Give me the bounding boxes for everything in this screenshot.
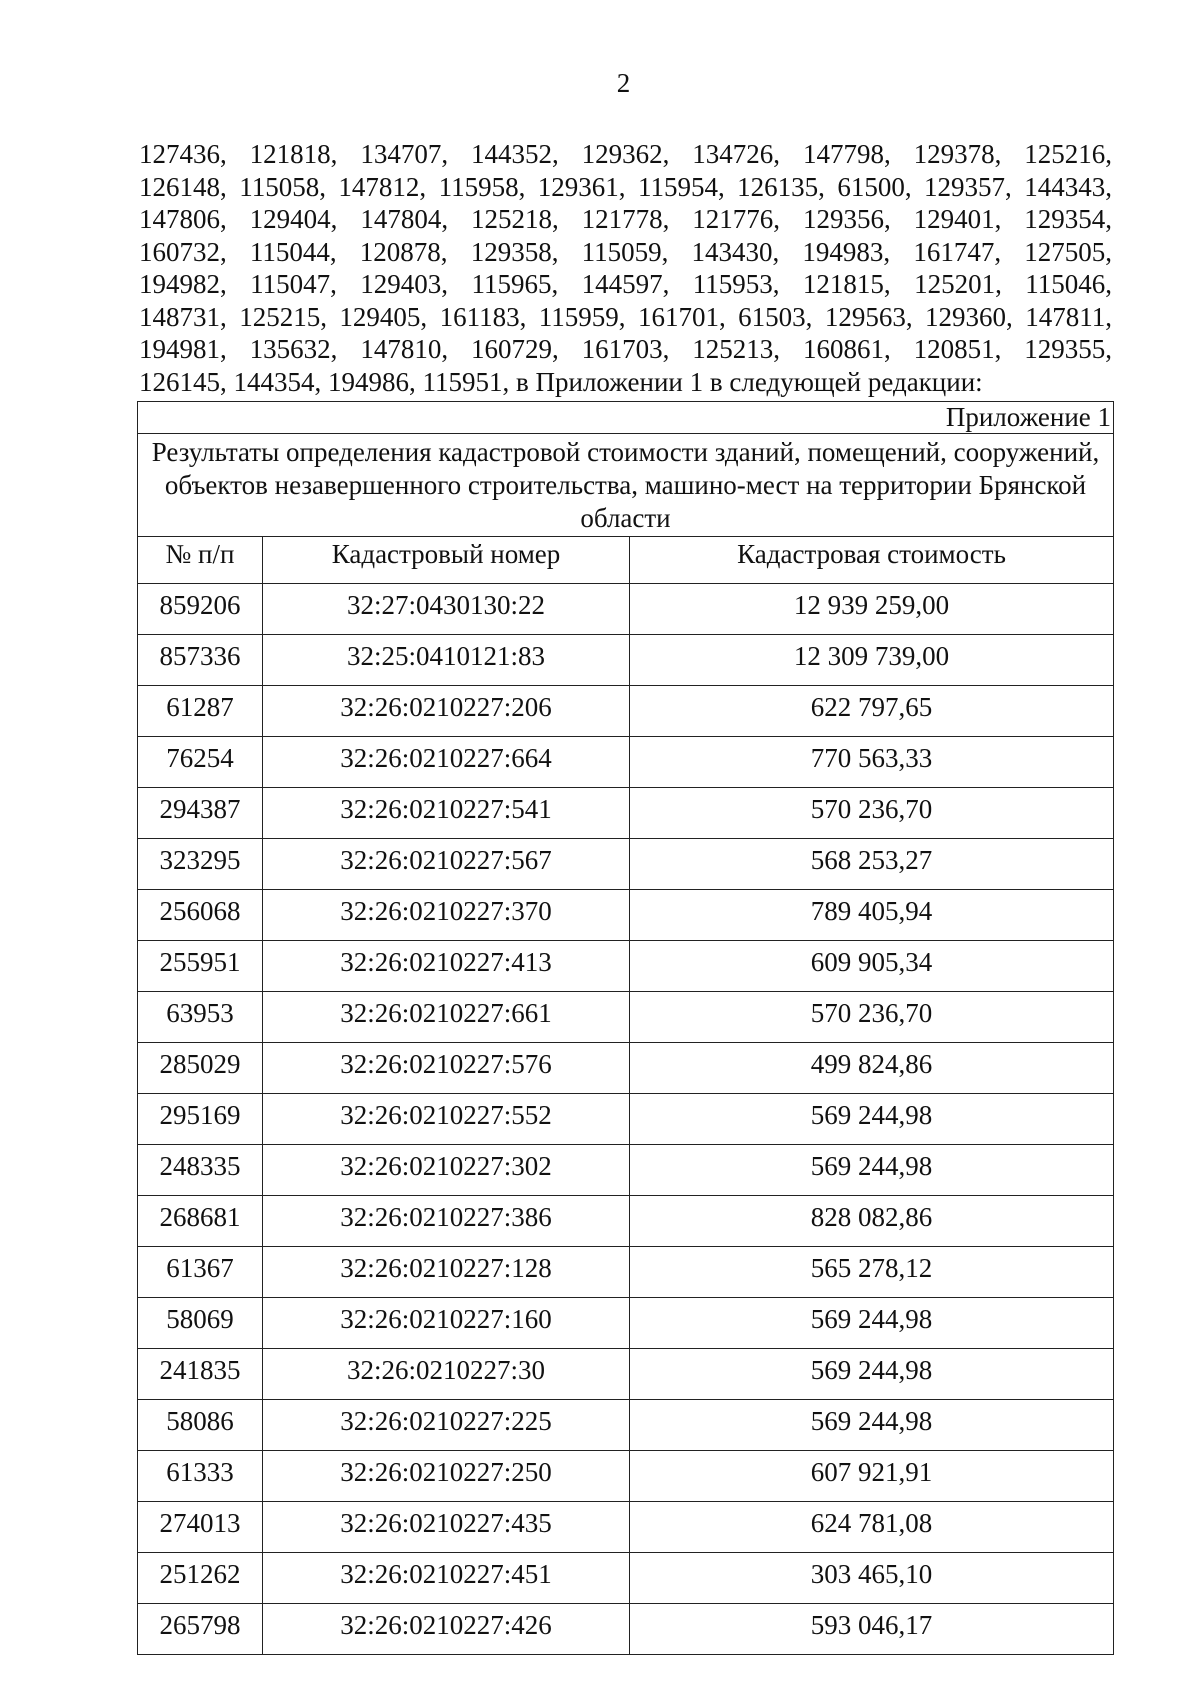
cell-cadastral-number: 32:26:0210227:250 <box>263 1451 630 1502</box>
cell-cadastral-number: 32:26:0210227:552 <box>263 1094 630 1145</box>
table-row <box>138 686 1114 737</box>
cell-row-number: 295169 <box>138 1094 263 1145</box>
cell-cadastral-number: 32:26:0210227:435 <box>263 1502 630 1553</box>
table-row <box>138 890 1114 941</box>
cell-cadastral-value: 569 244,98 <box>630 1400 1114 1451</box>
cell-cadastral-value: 624 781,08 <box>630 1502 1114 1553</box>
cell-row-number: 248335 <box>138 1145 263 1196</box>
cell-cadastral-value: 12 309 739,00 <box>630 635 1114 686</box>
table-row <box>138 737 1114 788</box>
appendix-label: Приложение 1 <box>138 402 1114 434</box>
cell-cadastral-number: 32:26:0210227:206 <box>263 686 630 737</box>
cell-cadastral-value: 569 244,98 <box>630 1349 1114 1400</box>
cell-row-number: 857336 <box>138 635 263 686</box>
cell-cadastral-number: 32:26:0210227:225 <box>263 1400 630 1451</box>
intro-line: 147806, 129404, 147804, 125218, 121778, 121776, 129356, 129401, 129354, <box>139 204 1112 234</box>
cell-row-number: 63953 <box>138 992 263 1043</box>
appendix-title: Результаты определения кадастровой стоимости зданий, помещений, сооружений, объектов незавершенного строительства, машино-мест на территории Брянской области <box>138 434 1114 537</box>
cell-cadastral-number: 32:26:0210227:128 <box>263 1247 630 1298</box>
cell-cadastral-value: 569 244,98 <box>630 1145 1114 1196</box>
cell-row-number: 61333 <box>138 1451 263 1502</box>
cell-row-number: 76254 <box>138 737 263 788</box>
cell-row-number: 58069 <box>138 1298 263 1349</box>
cell-cadastral-number: 32:26:0210227:567 <box>263 839 630 890</box>
table-row <box>138 788 1114 839</box>
cell-cadastral-number: 32:25:0410121:83 <box>263 635 630 686</box>
cell-row-number: 61287 <box>138 686 263 737</box>
intro-line: 126148, 115058, 147812, 115958, 129361, 115954, 126135, 61500, 129357, 144343, <box>139 171 1112 202</box>
cell-cadastral-number: 32:27:0430130:22 <box>263 584 630 635</box>
cell-cadastral-number: 32:26:0210227:541 <box>263 788 630 839</box>
cell-cadastral-number: 32:26:0210227:386 <box>263 1196 630 1247</box>
cell-cadastral-value: 12 939 259,00 <box>630 584 1114 635</box>
cell-cadastral-number: 32:26:0210227:661 <box>263 992 630 1043</box>
cell-cadastral-value: 770 563,33 <box>630 737 1114 788</box>
intro-line: 126145, 144354, 194986, 115951, в Приложении 1 в следующей редакции: <box>139 366 983 397</box>
cell-row-number: 256068 <box>138 890 263 941</box>
cell-row-number: 251262 <box>138 1553 263 1604</box>
cell-cadastral-value: 607 921,91 <box>630 1451 1114 1502</box>
column-header-number: № п/п <box>138 537 263 584</box>
table-row <box>138 1349 1114 1400</box>
table-header-row <box>138 537 1114 584</box>
cell-row-number: 294387 <box>138 788 263 839</box>
table-row <box>138 1247 1114 1298</box>
cell-cadastral-value: 568 253,27 <box>630 839 1114 890</box>
table-row <box>138 1400 1114 1451</box>
cell-cadastral-number: 32:26:0210227:302 <box>263 1145 630 1196</box>
intro-line: 194981, 135632, 147810, 160729, 161703, 125213, 160861, 120851, 129355, <box>139 334 1112 364</box>
table-row <box>138 1553 1114 1604</box>
cell-cadastral-value: 569 244,98 <box>630 1094 1114 1145</box>
cell-row-number: 61367 <box>138 1247 263 1298</box>
appendix-table <box>137 401 1114 1655</box>
cell-cadastral-value: 569 244,98 <box>630 1298 1114 1349</box>
table-row <box>138 1094 1114 1145</box>
cell-cadastral-number: 32:26:0210227:160 <box>263 1298 630 1349</box>
appendix-label-row <box>138 402 1114 434</box>
table-row <box>138 1145 1114 1196</box>
cell-cadastral-value: 789 405,94 <box>630 890 1114 941</box>
cell-cadastral-number: 32:26:0210227:451 <box>263 1553 630 1604</box>
cell-row-number: 274013 <box>138 1502 263 1553</box>
page-number: 2 <box>616 68 631 98</box>
table-row <box>138 1604 1114 1655</box>
cell-cadastral-value: 593 046,17 <box>630 1604 1114 1655</box>
intro-line: 127436, 121818, 134707, 144352, 129362, 134726, 147798, 129378, 125216, <box>139 139 1112 169</box>
cell-row-number: 285029 <box>138 1043 263 1094</box>
cell-row-number: 265798 <box>138 1604 263 1655</box>
table-row <box>138 584 1114 635</box>
cell-cadastral-value: 622 797,65 <box>630 686 1114 737</box>
table-row <box>138 1196 1114 1247</box>
cell-cadastral-number: 32:26:0210227:370 <box>263 890 630 941</box>
cell-cadastral-value: 570 236,70 <box>630 992 1114 1043</box>
appendix-title-row <box>138 434 1114 537</box>
cell-row-number: 241835 <box>138 1349 263 1400</box>
cell-row-number: 268681 <box>138 1196 263 1247</box>
table-row <box>138 635 1114 686</box>
cell-cadastral-number: 32:26:0210227:664 <box>263 737 630 788</box>
cell-cadastral-number: 32:26:0210227:413 <box>263 941 630 992</box>
table-row <box>138 1298 1114 1349</box>
table-row <box>138 1043 1114 1094</box>
cell-cadastral-value: 609 905,34 <box>630 941 1114 992</box>
column-header-cadastral-number: Кадастровый номер <box>263 537 630 584</box>
table-row <box>138 941 1114 992</box>
cell-cadastral-number: 32:26:0210227:576 <box>263 1043 630 1094</box>
table-row <box>138 1451 1114 1502</box>
intro-line: 160732, 115044, 120878, 129358, 115059, 143430, 194983, 161747, 127505, <box>139 236 1112 267</box>
table-row <box>138 1502 1114 1553</box>
cell-row-number: 859206 <box>138 584 263 635</box>
cell-cadastral-number: 32:26:0210227:30 <box>263 1349 630 1400</box>
cell-cadastral-value: 565 278,12 <box>630 1247 1114 1298</box>
intro-line: 194982, 115047, 129403, 115965, 144597, 115953, 121815, 125201, 115046, <box>139 269 1112 299</box>
table-row <box>138 992 1114 1043</box>
intro-paragraph <box>139 138 1112 398</box>
cell-row-number: 255951 <box>138 941 263 992</box>
cell-cadastral-value: 570 236,70 <box>630 788 1114 839</box>
cell-cadastral-value: 828 082,86 <box>630 1196 1114 1247</box>
cell-cadastral-value: 499 824,86 <box>630 1043 1114 1094</box>
cell-cadastral-value: 303 465,10 <box>630 1553 1114 1604</box>
cell-row-number: 323295 <box>138 839 263 890</box>
table-row <box>138 839 1114 890</box>
intro-line: 148731, 125215, 129405, 161183, 115959, 161701, 61503, 129563, 129360, 147811, <box>139 301 1112 332</box>
column-header-cadastral-value: Кадастровая стоимость <box>630 537 1114 584</box>
cell-cadastral-number: 32:26:0210227:426 <box>263 1604 630 1655</box>
cell-row-number: 58086 <box>138 1400 263 1451</box>
